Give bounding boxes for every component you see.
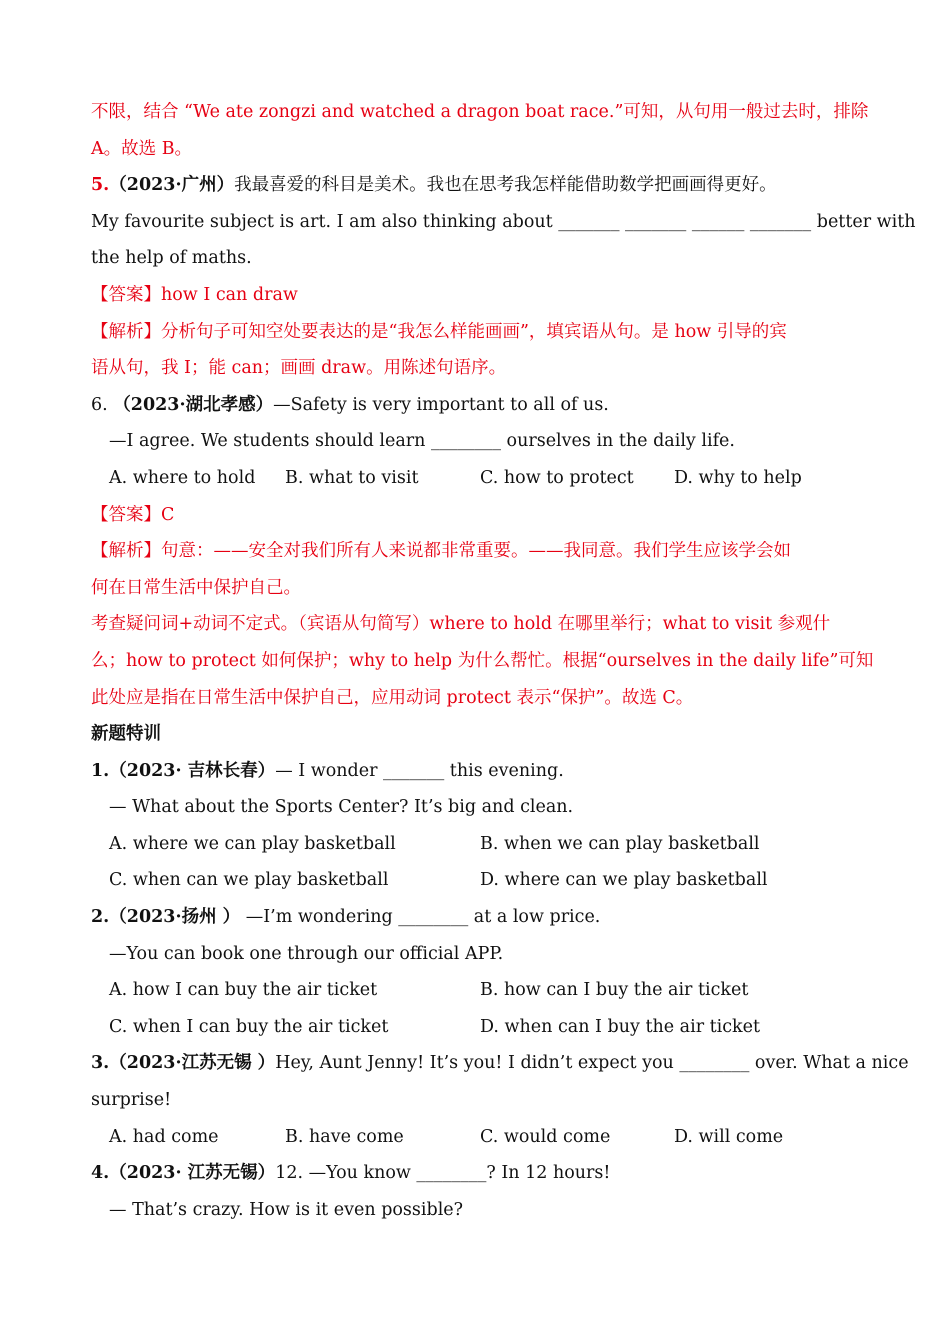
n1-option-a: A. where we can play basketball xyxy=(109,833,396,854)
n2-option-a: A. how I can buy the air ticket xyxy=(109,980,378,1001)
q5-answer xyxy=(91,277,863,314)
q6-options xyxy=(91,460,863,497)
n1-source: （2023· 吉林长春） xyxy=(109,760,276,781)
n2-line-2: —You can book one through our official APP. xyxy=(109,943,504,964)
intro-line-2: A。故选 B。 xyxy=(91,138,193,159)
n3-line-2: surprise! xyxy=(91,1090,172,1111)
answer-label: 【答案】 xyxy=(91,504,161,525)
intro-line-1: 不限，结合 “We ate zongzi and watched a dragon boat race.”可知，从句用一般过去时，排除 xyxy=(91,102,869,122)
n2-option-b: B. how can I buy the air ticket xyxy=(480,980,749,1001)
n3-option-a: A. had come xyxy=(109,1126,219,1147)
section-title: 新题特训 xyxy=(91,724,161,745)
q6-number: 6. xyxy=(91,394,108,415)
n1-number: 1. xyxy=(91,760,110,781)
n3-stem: 3.（2023·江苏无锡 ）Hey, Aunt Jenny! It’s you! I didn’t expect you ________ over. What a nice xyxy=(91,1053,909,1074)
n3-option-d: D. will come xyxy=(674,1126,784,1147)
n2-options-row-1 xyxy=(91,972,863,1009)
q6-analysis-5: 此处应是指在日常生活中保护自己，应用动词 protect 表示“保护”。故选 C。 xyxy=(91,687,694,708)
q5-source: （2023·广州） xyxy=(109,175,235,196)
n3-options xyxy=(91,1119,863,1156)
n2-number: 2. xyxy=(91,907,110,928)
n2-stem: 2.（2023·扬州 ） —I’m wondering ________ at a low price. xyxy=(91,907,601,928)
q6-analysis-1: 【解析】句意：——安全对我们所有人来说都非常重要。——我同意。我们学生应该学会如 xyxy=(91,541,791,562)
n4-stem: 4.（2023· 江苏无锡）12. —You know ________? In 12 hours! xyxy=(91,1163,611,1184)
n3-source: （2023·江苏无锡 ） xyxy=(109,1053,276,1074)
n1-option-b: B. when we can play basketball xyxy=(480,833,760,854)
q6-source: （2023·湖北孝感） xyxy=(113,394,274,415)
q5-english-1: My favourite subject is art. I am also thinking about _______ _______ ______ _______ better with xyxy=(91,211,916,232)
q5-chinese: 我最喜爱的科目是美术。我也在思考我怎样能借助数学把画画得更好。 xyxy=(234,175,777,196)
q6-line-2: —I agree. We students should learn ________ ourselves in the daily life. xyxy=(109,431,735,452)
document-page xyxy=(91,94,916,1228)
n2-option-d: D. when can I buy the air ticket xyxy=(480,1016,761,1037)
n4-source: （2023· 江苏无锡） xyxy=(109,1163,276,1184)
q6-analysis-2: 何在日常生活中保护自己。 xyxy=(91,577,301,598)
q5-stem xyxy=(91,167,863,204)
n1-option-c: C. when can we play basketball xyxy=(109,870,389,891)
q6-stem: 6. （2023·湖北孝感）—Safety is very important to all of us. xyxy=(91,394,609,415)
q5-english-2: the help of maths. xyxy=(91,248,252,269)
n3-option-b: B. have come xyxy=(285,1126,404,1147)
q6-option-c: C. how to protect xyxy=(480,467,634,488)
n1-stem: 1.（2023· 吉林长春）— I wonder _______ this evening. xyxy=(91,760,564,781)
analysis-label: 【解析】 xyxy=(91,321,161,342)
q6-answer-value: C xyxy=(161,504,175,525)
n4-line-2: — That’s crazy. How is it even possible? xyxy=(109,1199,464,1220)
q5-answer-value: how I can draw xyxy=(161,284,298,305)
n1-options-row-1 xyxy=(91,826,863,863)
n2-source: （2023·扬州 ） xyxy=(109,907,241,928)
q5-analysis-2: 语从句，我 I；能 can；画画 draw。用陈述句语序。 xyxy=(91,358,507,379)
n1-line-2: — What about the Sports Center? It’s big and clean. xyxy=(109,797,574,818)
analysis-label: 【解析】 xyxy=(91,541,161,562)
q5-analysis-1: 【解析】分析句子可知空处要表达的是“我怎么样能画画”，填宾语从句。是 how 引导的宾 xyxy=(91,321,787,342)
q6-analysis-4: 么；how to protect 如何保护；why to help 为什么帮忙。根据“ourselves in the daily life”可知 xyxy=(91,650,874,671)
answer-label: 【答案】 xyxy=(91,284,161,305)
n4-number: 4. xyxy=(91,1163,110,1184)
q6-option-a: A. where to hold xyxy=(109,467,256,488)
q6-answer xyxy=(91,497,863,534)
n3-option-c: C. would come xyxy=(480,1126,611,1147)
n2-option-c: C. when I can buy the air ticket xyxy=(109,1016,389,1037)
n3-number: 3. xyxy=(91,1053,110,1074)
q6-analysis-3: 考查疑问词+动词不定式。（宾语从句简写）where to hold 在哪里举行；what to visit 参观什 xyxy=(91,614,831,635)
q5-number: 5. xyxy=(91,175,110,196)
n1-option-d: D. where can we play basketball xyxy=(480,870,768,891)
q6-option-d: D. why to help xyxy=(674,467,802,488)
q6-option-b: B. what to visit xyxy=(285,467,419,488)
n1-options-row-2 xyxy=(91,862,863,899)
n2-options-row-2 xyxy=(91,1009,863,1046)
